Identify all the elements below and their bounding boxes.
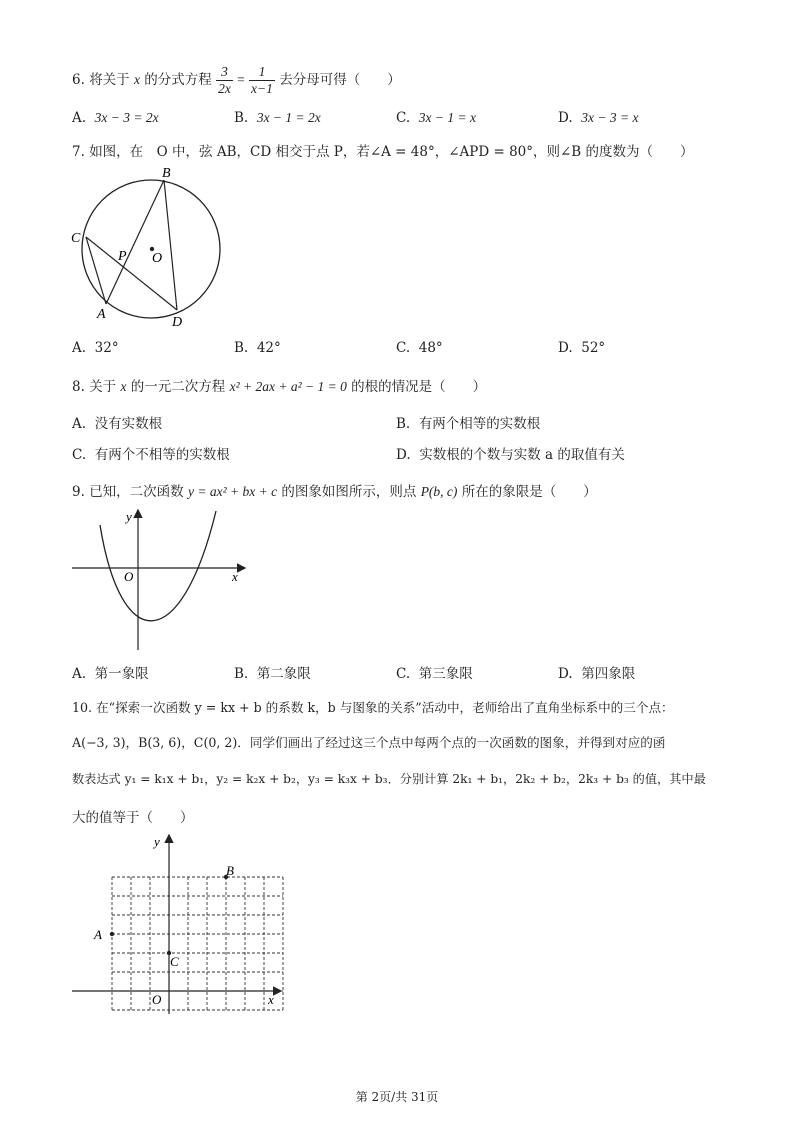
q8-stem-post: 的根的情况是（ ）: [351, 379, 487, 395]
q8-option-b: B. 有两个相等的实数根: [396, 416, 541, 432]
q9-option-b: B. 第二象限: [234, 666, 311, 682]
q10-grid-figure: [66, 830, 296, 1020]
q8-stem-pre: 关于: [89, 379, 117, 395]
q6-stem: [72, 64, 401, 97]
q10-line-1: 10. 在“探索一次函数 y = kx + b 的系数 k，b 与图象的关系”活动中，老师给出了直角坐标系中的三个点：: [72, 700, 674, 715]
q9-option-a: A. 第一象限: [72, 666, 149, 682]
q9-parabola-figure: [66, 505, 256, 655]
q8-equation: x² + 2ax + a² − 1 = 0: [229, 379, 347, 394]
q9-function: y = ax² + bx + c: [187, 484, 278, 499]
chord-cd: [86, 237, 177, 310]
label-y: y: [154, 834, 160, 849]
q9-point: P(b, c): [420, 484, 458, 499]
label-b: B: [162, 166, 171, 181]
q7-option-d: D. 52°: [558, 340, 606, 356]
q6-fraction-2: [249, 64, 275, 97]
q8-stem-mid: 的一元二次方程: [130, 379, 226, 395]
q10-line-4: 大的值等于（ ）: [72, 810, 194, 826]
q9-stem-post: 所在的象限是（ ）: [461, 484, 597, 500]
q6-equals: =: [237, 72, 245, 87]
label-a: A: [94, 927, 102, 942]
q10-line-2: A(−3, 3)，B(3, 6)，C(0, 2)．同学们画出了经过这三个点中每两个点的一次函数的图象，并得到对应的函: [72, 735, 666, 750]
label-y: y: [126, 509, 132, 524]
q8-option-c: C. 有两个不相等的实数根: [72, 447, 230, 463]
chord-ab: [106, 180, 164, 304]
q9-stem-mid: 的图象如图所示，则点: [281, 484, 417, 500]
q8-stem: [72, 375, 486, 395]
label-c: C: [71, 231, 81, 246]
parabola-curve: [100, 511, 216, 621]
q6-frac2-den: x−1: [251, 81, 273, 96]
q6-frac2-num: 1: [249, 64, 275, 81]
label-o: O: [152, 251, 163, 266]
q9-number: 9.: [72, 484, 85, 500]
q7-option-b: B. 42°: [234, 340, 281, 356]
q9-option-c: C. 第三象限: [396, 666, 473, 682]
q6-frac1-num: 3: [216, 64, 233, 81]
label-x: x: [268, 992, 274, 1007]
q9-option-d: D. 第四象限: [558, 666, 636, 682]
q7-circle-figure: [66, 164, 226, 334]
label-d: D: [172, 315, 183, 330]
q7-stem-text: 如图，在 O 中，弦 AB，CD 相交于点 P，若∠A = 48°，∠APD = 80°，则∠B 的度数为（ ）: [89, 144, 694, 160]
label-o: O: [124, 569, 134, 584]
q6-option-a: A. 3x − 3 = 2x: [72, 110, 159, 126]
q6-stem-pre: 将关于: [89, 72, 130, 88]
label-p: P: [118, 249, 127, 264]
q8-option-d: D. 实数根的个数与实数 a 的取值有关: [396, 447, 625, 463]
q6-option-b: B. 3x − 1 = 2x: [234, 110, 321, 126]
q10-number: 10.: [72, 700, 93, 715]
dashed-grid: [112, 877, 283, 1010]
page-footer: 第 2页/共 31页: [355, 1090, 439, 1104]
label-c: C: [170, 954, 179, 969]
q7-number: 7.: [72, 144, 85, 160]
q9-stem-pre: 已知，二次函数: [89, 484, 184, 500]
point-a: [110, 932, 114, 936]
q6-number: 6.: [72, 72, 85, 88]
label-a: A: [97, 307, 106, 322]
label-b: B: [226, 863, 234, 878]
segment-bd: [164, 180, 177, 310]
q6-fraction-1: [216, 64, 233, 97]
label-o: O: [152, 992, 162, 1007]
q8-stem-var: x: [120, 379, 127, 394]
segment-ca: [86, 237, 106, 304]
q8-number: 8.: [72, 379, 85, 395]
q6-frac1-den: 2x: [218, 81, 231, 96]
q8-option-a: A. 没有实数根: [72, 416, 163, 432]
q6-stem-post: 去分母可得（ ）: [279, 72, 401, 88]
q10-line-3: 数表达式 y₁ = k₁x + b₁，y₂ = k₂x + b₂，y₃ = k₃x + b₃．分别计算 2k₁ + b₁，2k₂ + b₂，2k₃ + b₃ 的值，其中最: [72, 772, 706, 786]
q7-option-c: C. 48°: [396, 340, 443, 356]
q9-stem: [72, 480, 597, 500]
label-x: x: [232, 569, 238, 584]
q6-option-c: C. 3x − 1 = x: [396, 110, 476, 126]
q6-stem-mid: 的分式方程: [144, 72, 212, 88]
q7-option-a: A. 32°: [72, 340, 119, 356]
q6-option-d: D. 3x − 3 = x: [558, 110, 639, 126]
q6-stem-var: x: [133, 72, 140, 87]
q7-stem: [72, 140, 694, 160]
